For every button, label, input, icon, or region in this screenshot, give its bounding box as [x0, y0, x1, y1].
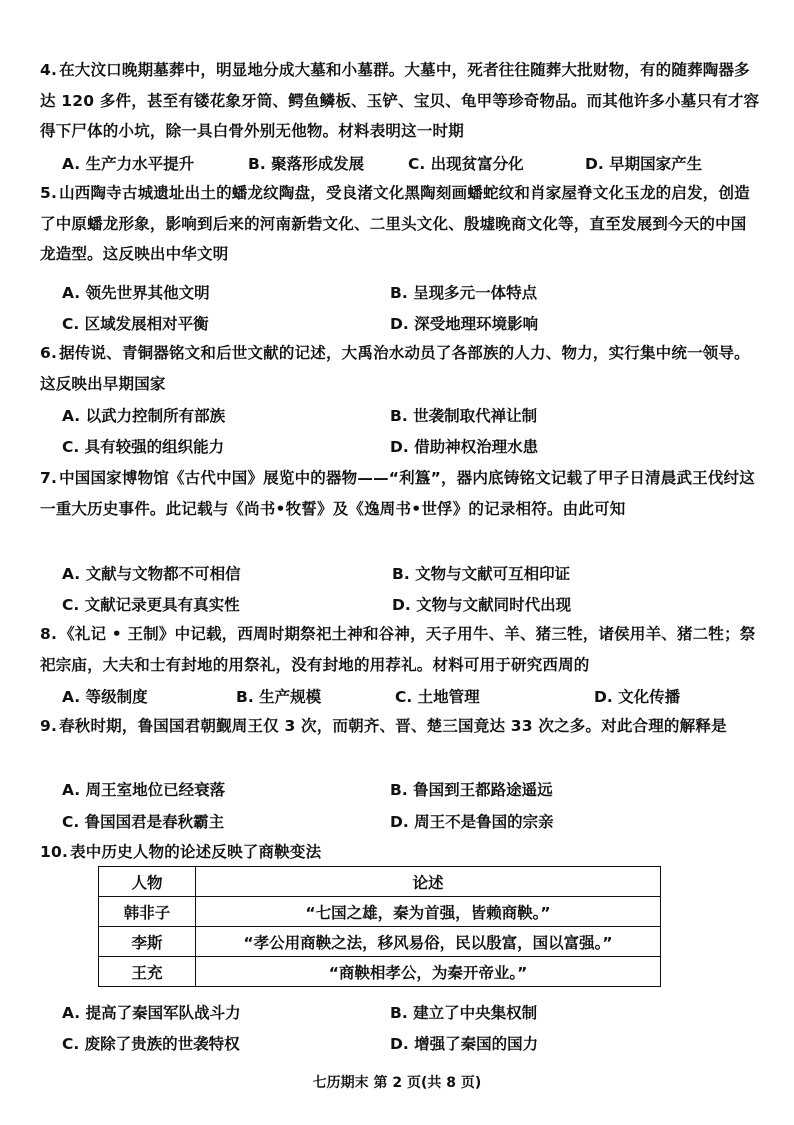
table-cell-statement: “孝公用商鞅之法，移风易俗，民以殷富，国以富强。” [196, 927, 661, 957]
question-number: 5. [40, 184, 58, 202]
question-text: 据传说、青铜器铭文和后世文献的记述，大禹治水动员了各部族的人力、物力，实行集中统一领导。这反映出早期国家 [40, 344, 750, 393]
question-7-option-b: B. 文物与文献可互相印证 [392, 565, 571, 583]
question-10-option-b: B. 建立了中央集权制 [390, 1004, 538, 1022]
question-7-option-d: D. 文物与文献同时代出现 [392, 596, 572, 614]
question-text: 在大汶口晚期墓葬中，明显地分成大墓和小墓群。大墓中，死者往往随葬大批财物，有的随葬陶器多达 120 多件，甚至有镂花象牙筒、鳄鱼鳞板、玉铲、宝贝、龟甲等珍奇物品。而其他许多小墓只有才容得下尸体的小坑，除一具白骨外别无他物。材料表明这一时期 [40, 61, 760, 140]
question-4-option-a: A. 生产力水平提升 [62, 155, 195, 173]
question-text: 《礼记 • 王制》中记载，西周时期祭祀土神和谷神，天子用牛、羊、猪三牲，诸侯用羊、猪二牲；祭祀宗庙，大夫和士有封地的用祭礼，没有封地的用荐礼。材料可用于研究西周的 [40, 625, 756, 674]
question-text: 表中历史人物的论述反映了商鞅变法 [70, 843, 322, 861]
question-number: 7. [40, 469, 58, 487]
question-5-option-d: D. 深受地理环境影响 [390, 315, 539, 333]
table-cell-person: 王充 [99, 957, 196, 987]
question-7-option-a: A. 文献与文物都不可相信 [62, 565, 241, 583]
question-8-option-c: C. 土地管理 [395, 688, 480, 706]
question-5-option-b: B. 呈现多元一体特点 [390, 284, 538, 302]
question-6-option-a: A. 以武力控制所有部族 [62, 407, 226, 425]
question-number: 8. [40, 625, 58, 643]
question-5-option-c: C. 区域发展相对平衡 [62, 315, 209, 333]
question-8-option-a: A. 等级制度 [62, 688, 148, 706]
question-6-option-d: D. 借助神权治理水患 [390, 438, 539, 456]
question-5-stem [40, 178, 760, 270]
question-text: 中国国家博物馆《古代中国》展览中的器物——“利簋”，器内底铸铭文记载了甲子日清晨武王伐纣这一重大历史事件。此记载与《尚书•牧誓》及《逸周书•世俘》的记录相符。由此可知 [40, 469, 755, 518]
question-number: 10. [40, 843, 69, 861]
question-7-stem [40, 463, 760, 524]
question-9-option-c: C. 鲁国国君是春秋霸主 [62, 813, 225, 831]
question-9-option-d: D. 周王不是鲁国的宗亲 [390, 813, 554, 831]
question-5-option-a: A. 领先世界其他文明 [62, 284, 210, 302]
question-number: 6. [40, 344, 58, 362]
table-row [99, 927, 661, 957]
question-4-option-d: D. 早期国家产生 [585, 155, 703, 173]
question-text: 山西陶寺古城遗址出土的蟠龙纹陶盘，受良渚文化黑陶刻画蟠蛇纹和肖家屋脊文化玉龙的启发，创造了中原蟠龙形象，影响到后来的河南新砦文化、二里头文化、殷墟晚商文化等，直至发展到今天的中国龙造型。这反映出中华文明 [40, 184, 750, 263]
question-number: 9. [40, 717, 58, 735]
table-row [99, 957, 661, 987]
question-4-option-c: C. 出现贫富分化 [408, 155, 524, 173]
table-cell-statement: “七国之雄，秦为首强，皆赖商鞅。” [196, 897, 661, 927]
question-number: 4. [40, 61, 58, 79]
question-10-table [98, 866, 661, 987]
question-10-option-a: A. 提高了秦国军队战斗力 [62, 1004, 241, 1022]
table-header-row [99, 867, 661, 897]
table-header-statement: 论述 [196, 867, 661, 897]
question-text: 春秋时期，鲁国国君朝觐周王仅 3 次，而朝齐、晋、楚三国竟达 33 次之多。对此合理的解释是 [59, 717, 727, 735]
question-6-option-c: C. 具有较强的组织能力 [62, 438, 225, 456]
question-10-option-c: C. 废除了贵族的世袭特权 [62, 1035, 240, 1053]
question-7-option-c: C. 文献记录更具有真实性 [62, 596, 240, 614]
table-header-person: 人物 [99, 867, 196, 897]
question-4-stem [40, 55, 760, 147]
table-cell-statement: “商鞅相孝公，为秦开帝业。” [196, 957, 661, 987]
table-cell-person: 韩非子 [99, 897, 196, 927]
question-8-option-d: D. 文化传播 [594, 688, 681, 706]
question-10-option-d: D. 增强了秦国的国力 [390, 1035, 539, 1053]
question-8-option-b: B. 生产规模 [236, 688, 322, 706]
question-9-stem [40, 711, 760, 742]
question-6-stem [40, 338, 760, 399]
table-row [99, 897, 661, 927]
question-8-stem [40, 619, 760, 680]
question-4-option-b: B. 聚落形成发展 [248, 155, 365, 173]
table-cell-person: 李斯 [99, 927, 196, 957]
question-9-option-b: B. 鲁国到王都路途遥远 [390, 781, 553, 799]
question-10-stem [40, 837, 760, 868]
question-6-option-b: B. 世袭制取代禅让制 [390, 407, 538, 425]
question-9-option-a: A. 周王室地位已经衰落 [62, 781, 226, 799]
page-footer: 七历期末 第 2 页(共 8 页) [312, 1075, 482, 1091]
